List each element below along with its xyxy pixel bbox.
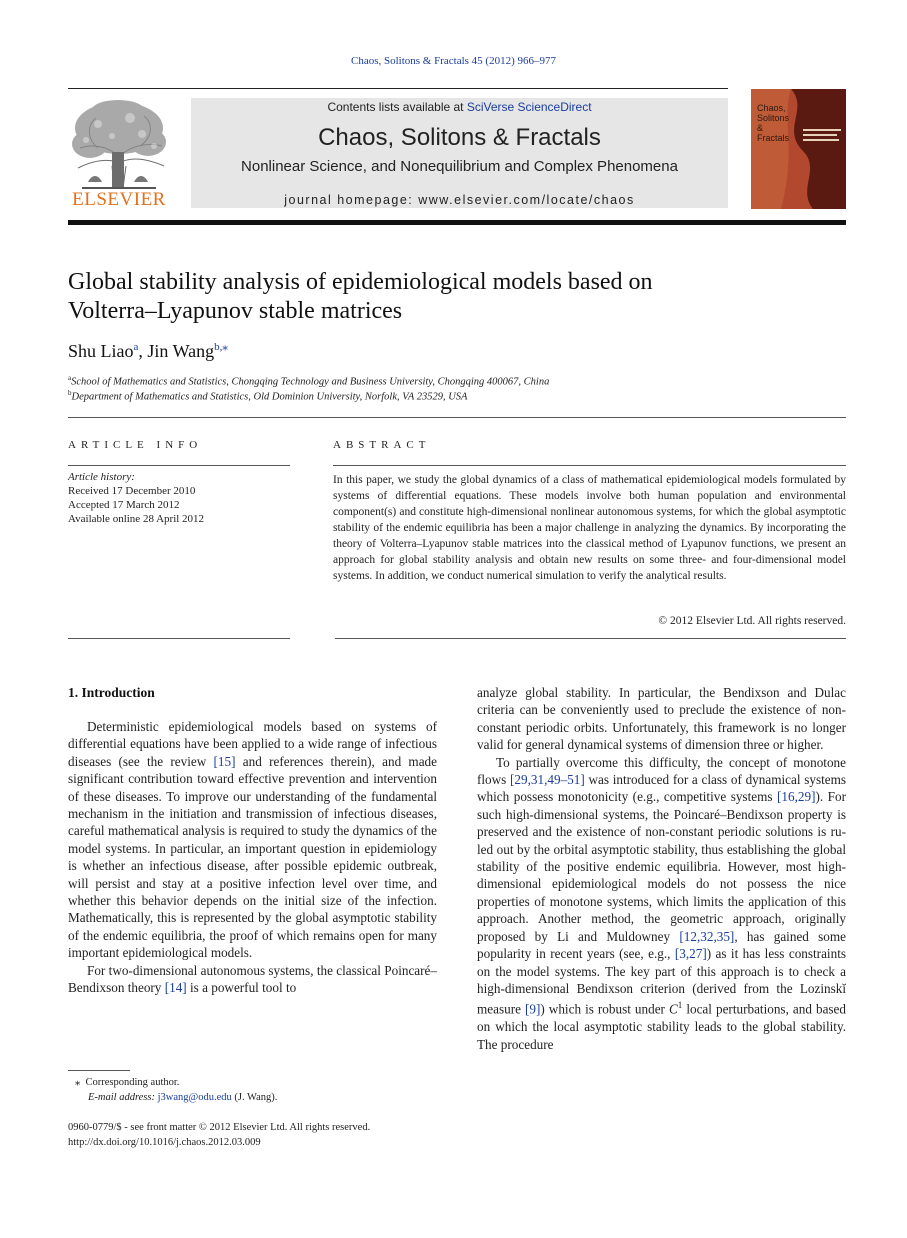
paragraph xyxy=(68,718,437,962)
email-suffix: (J. Wang). xyxy=(231,1092,278,1103)
citation-link[interactable]: [16,29] xyxy=(777,789,816,805)
cover-title: Chaos, Solitons & Fractals xyxy=(757,103,790,143)
affiliation-mark: a xyxy=(68,374,72,382)
email-link[interactable]: j3wang@odu.edu xyxy=(157,1092,232,1103)
paragraph xyxy=(477,754,846,1053)
affiliation-link[interactable]: a xyxy=(133,341,139,353)
author-list: Shu Liao$^a$, Jin Wang$^{b,⁎}$ xyxy=(68,341,228,361)
sciencedirect-link[interactable]: SciVerse ScienceDirect xyxy=(466,100,592,114)
accepted-date: Accepted 17 March 2012 xyxy=(68,499,180,511)
article-info-rule xyxy=(68,638,290,639)
paragraph-text: For two-dimensional autonomous systems, the classical Poincaré–Bendixson theory xyxy=(68,962,437,996)
article-info-rule xyxy=(68,465,290,466)
paragraph xyxy=(68,962,437,997)
elsevier-logo xyxy=(68,96,170,210)
affiliation-mark: b xyxy=(68,389,72,397)
citation-link[interactable]: [29,31,49–51] xyxy=(510,772,585,788)
footnote-rule xyxy=(68,1070,130,1071)
abstract-heading: ABSTRACT xyxy=(333,439,431,451)
paragraph-text: ) as it has less constraints on the model systems. The key part of this approach is to check a high-dimensional Bendixson criterion (derived from the Lozinskĭ measure xyxy=(477,946,846,1017)
paragraph: analyze global stability. In particular, the Bendixson and Dulac criteria can be conveniently used to preclude the existence of non-constant periodic orbits. Unfortunately, this framework is no longer valid for general dynamical systems of dimension three or higher. xyxy=(477,685,846,753)
paragraph-text: local perturbations, and based on which the local asymptotic stability leads to the global stability. The procedure xyxy=(477,1001,847,1052)
journal-homepage[interactable]: journal homepage: www.elsevier.com/locate/chaos xyxy=(284,193,635,207)
citation-link[interactable]: [12,32,35] xyxy=(679,928,735,944)
body-column-left xyxy=(68,718,437,997)
affiliation-link[interactable]: b,⁎ xyxy=(214,341,228,353)
citation-link[interactable]: [3,27] xyxy=(674,946,707,962)
abstract-rule xyxy=(333,465,846,466)
paragraph-text: To partially overcome this difficulty, the concept of monotone flows xyxy=(477,754,846,788)
paragraph-text: ). For such high-dimensional systems, the Poincaré–Bendixson property is preserved and the existence of non-constant periodic solutions is ruled out by the orbital asymptotic stability, thus establishing the global stability of the positive endemic equilibria. However, most high-dimensional epidemiological models do not possess the nice properties of monotone systems, which limits the application of this approach. Another method, the geometric approach, originally proposed by Li and Muldowney xyxy=(477,789,846,944)
footnote-mark: ⁎ xyxy=(75,1077,81,1088)
article-history xyxy=(68,470,204,526)
section-heading: 1. Introduction xyxy=(68,685,155,700)
journal-cover-thumbnail[interactable] xyxy=(751,89,846,209)
paragraph-text: is a powerful tool to xyxy=(186,980,297,996)
online-date: Available online 28 April 2012 xyxy=(68,513,205,525)
journal-header-box xyxy=(191,98,728,208)
copyright-notice: © 2012 Elsevier Ltd. All rights reserved. xyxy=(658,615,846,627)
body-column-right xyxy=(477,684,846,1053)
header-divider xyxy=(68,88,728,89)
affiliation-text: School of Mathematics and Statistics, Chongqing Technology and Business University, Chongqing 400067, China xyxy=(71,376,550,388)
elsevier-wordmark: ELSEVIER xyxy=(72,189,166,210)
journal-title: Chaos, Solitons & Fractals xyxy=(318,124,601,151)
section-divider xyxy=(68,417,846,418)
issn-line: 0960-0779/$ - see front matter © 2012 Elsevier Ltd. All rights reserved. xyxy=(68,1122,371,1133)
doi-link[interactable]: http://dx.doi.org/10.1016/j.chaos.2012.03.009 xyxy=(68,1137,261,1148)
article-info-heading: ARTICLE INFO xyxy=(68,439,203,451)
citation-link[interactable]: [15] xyxy=(213,753,236,769)
contents-line xyxy=(191,100,728,114)
abstract-text: In this paper, we study the global dynamics of a class of mathematical epidemiological models formulated by systems of differential equations. These models involve both human population and environmental component(s) and constitute high-dimensional nonlinear autonomous systems, for which the global asymptotic stability of the endemic equilibria has been a major challenge in analyzing the dynamics. By incorporating the theory of Volterra–Lyapunov stable matrices into the classical method of Lyapunov functions, we present an approach for global stability analysis and obtain new results on some three- and four-dimensional model systems. In addition, we conduct numerical simulation to verify the analytical results. xyxy=(333,474,846,582)
author-name[interactable]: Jin Wang xyxy=(147,341,215,361)
affiliation-text: Department of Mathematics and Statistics, Old Dominion University, Norfolk, VA 23529, USA xyxy=(71,391,468,403)
footnote-text: Corresponding author. xyxy=(85,1077,180,1088)
journal-reference[interactable]: Chaos, Solitons & Fractals 45 (2012) 966–977 xyxy=(350,55,557,67)
article-title: Global stability analysis of epidemiological models based on Volterra–Lyapunov stable matrices xyxy=(68,269,653,324)
corresponding-author-note xyxy=(75,1076,179,1088)
contents-prefix: Contents lists available at xyxy=(327,100,467,114)
affiliation-b xyxy=(68,389,467,403)
abstract-rule xyxy=(335,638,846,639)
affiliation-a xyxy=(68,374,549,388)
citation-link[interactable]: [14] xyxy=(164,980,187,996)
received-date: Received 17 December 2010 xyxy=(68,485,196,497)
email-note xyxy=(88,1092,277,1103)
citation-link[interactable]: [9] xyxy=(524,1001,541,1017)
history-label: Article history: xyxy=(68,471,135,483)
paragraph-text: ) which is robust under xyxy=(540,1001,669,1017)
paragraph-text: and references therein), and made significant contribution toward effective prevention and intervention of these diseases. To improve our understanding of the fundamental mechanism in the initiation and transmission of infectious diseases, careful mathematical analysis is required to study the dynamics of the model systems. In particular, an important question in epidemiology is whether an infectious disease, after possible epidemic outbreak, will persist and stay at a positive infection level over time, and whether this behavior depends on the initial size of the infection. Mathematically, this is represented by the global asymptotic stability of the endemic equilibria, the proof of which remains open for many important epidemiological models. xyxy=(68,753,437,961)
paragraph-text: was introduced for a class of dynamical systems which possess monotonicity (e.g., competitive systems xyxy=(477,772,846,805)
paragraph-text: Deterministic epidemiological models based on systems of differential equations have been applied to a wide range of infectious diseases (see the review xyxy=(68,719,437,769)
math-symbol: C xyxy=(668,1001,678,1017)
author-name[interactable]: Shu Liao xyxy=(68,341,134,361)
paragraph-text: , has gained some popularity in recent years (see, e.g., xyxy=(477,928,846,962)
math-superscript: 1 xyxy=(677,1000,683,1011)
journal-subtitle: Nonlinear Science, and Nonequilibrium and Complex Phenomena xyxy=(241,158,678,175)
email-label: E-mail address: xyxy=(88,1092,155,1103)
header-thick-rule xyxy=(68,220,846,225)
